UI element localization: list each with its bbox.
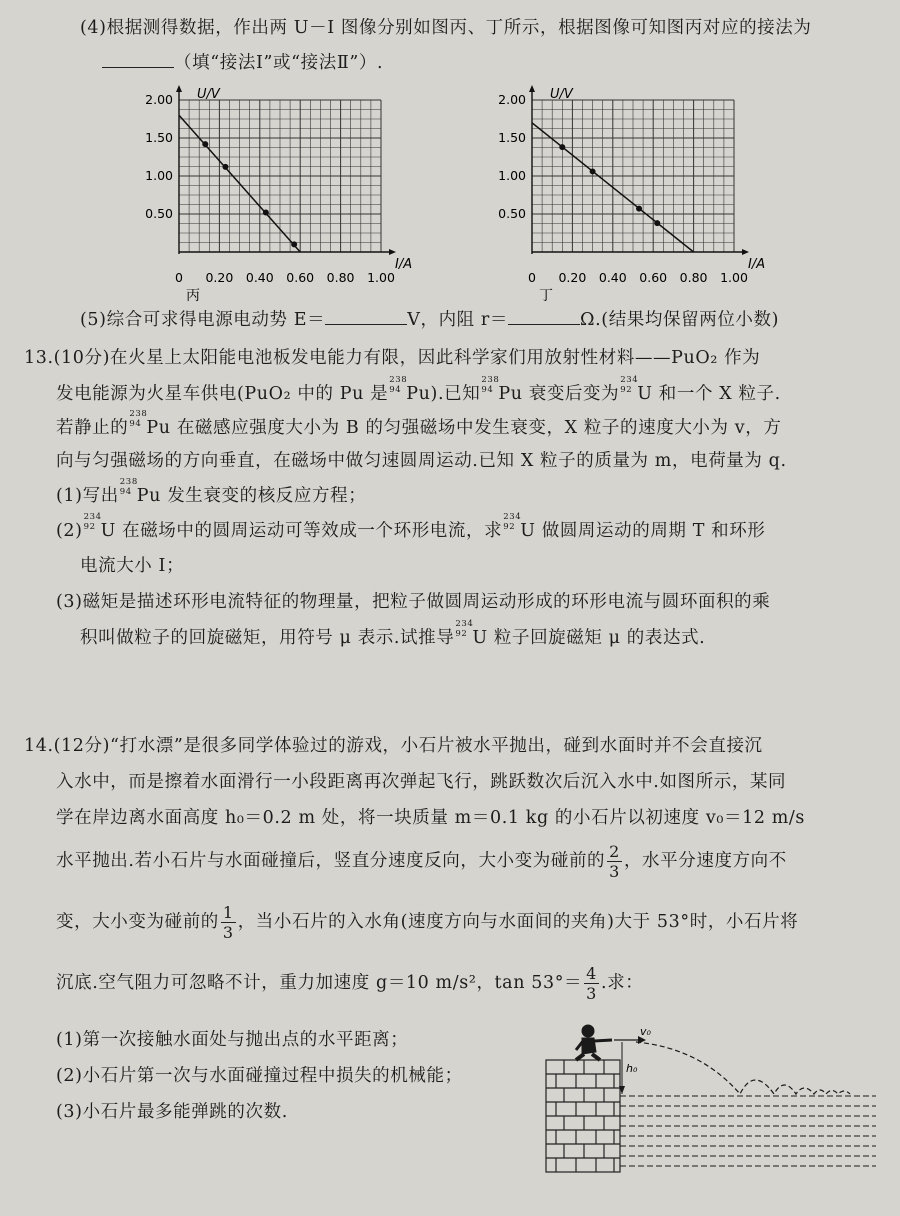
x-tick-label: 0.60	[639, 270, 668, 285]
q14-sub3: (3)小石片最多能弹跳的次数.	[56, 1102, 288, 1122]
fraction-one-third	[221, 903, 236, 942]
q14-text: ，当小石片的入水角(速度方向与水面间的夹角)大于 53°时，小石片将	[237, 912, 799, 932]
y-tick-label: 0.50	[498, 206, 526, 221]
q13-line4: 向与匀强磁场的方向垂直，在磁场中做匀速圆周运动.已知 X 粒子的质量为 m，电荷量为 q.	[56, 451, 787, 471]
x-tick-label: 0.40	[598, 270, 627, 285]
q14-text: 变，大小变为碰前的	[56, 912, 219, 932]
atomic-number: 92	[503, 522, 516, 532]
q14-line4	[56, 842, 787, 881]
fraction-two-thirds	[607, 842, 622, 881]
mass-number: 238	[119, 477, 138, 487]
x-tick-label: 1.00	[720, 270, 748, 285]
q13-text: U 粒子回旋磁矩 μ 的表达式.	[472, 628, 706, 648]
h0-label: h₀	[626, 1062, 638, 1075]
atomic-number: 94	[481, 385, 494, 395]
mass-number: 238	[129, 409, 148, 419]
stone-trajectory	[636, 1042, 850, 1094]
q12-part5-emf-label: (5)综合可求得电源电动势 E＝	[80, 310, 326, 330]
y-tick-label: 1.50	[145, 130, 173, 145]
q14-sub1: (1)第一次接触水面处与抛出点的水平距离；	[56, 1030, 409, 1050]
q13-text: 发电能源为火星车供电(PuO₂ 中的 Pu 是	[56, 384, 389, 404]
q14-text: ，水平分速度方向不	[623, 851, 787, 871]
q12-part4-line1: (4)根据测得数据，作出两 U－I 图像分别如图丙、丁所示，根据图像可知图丙对应的接法为	[80, 18, 812, 38]
mass-number: 234	[620, 375, 639, 385]
q13-part2	[56, 512, 766, 542]
q14-line5	[56, 903, 798, 942]
y-tick-label: 1.00	[498, 168, 526, 183]
x-axis-arrow-icon	[389, 249, 396, 255]
q13-text: 积叫做粒子的回旋磁矩，用符号 μ 表示.试推导	[80, 628, 455, 648]
q14-line6	[56, 964, 643, 1003]
data-point	[654, 220, 660, 226]
data-point	[559, 144, 565, 150]
x-tick-label: 0.80	[326, 270, 355, 285]
chart-bing	[115, 84, 415, 304]
water-surface	[620, 1096, 876, 1166]
atomic-number: 92	[620, 385, 633, 395]
emf-blank	[325, 324, 407, 325]
u-isotope	[502, 512, 522, 532]
denominator: 3	[222, 923, 234, 942]
mass-number: 234	[83, 512, 102, 522]
q13-text: Pu).已知	[406, 384, 481, 404]
q13-line1: 13.(10分)在火星上太阳能电池板发电能力有限，因此科学家们用放射性材料——PuO₂ 作为	[24, 348, 761, 368]
x-tick-label: 0	[528, 270, 536, 285]
atomic-number: 92	[455, 629, 468, 639]
answer-blank	[102, 67, 174, 68]
x-tick-label: 0.80	[679, 270, 708, 285]
chart-caption: 丁	[539, 288, 553, 304]
x-tick-label: 0	[175, 270, 183, 285]
atomic-number: 92	[83, 522, 96, 532]
q12-part4-line2	[102, 49, 383, 74]
x-tick-label: 1.00	[367, 270, 395, 285]
q13-text: U 和一个 X 粒子.	[637, 384, 781, 404]
y-tick-label: 1.00	[145, 168, 173, 183]
pu-isotope	[119, 477, 138, 497]
atomic-number: 94	[129, 419, 142, 429]
brick-wall	[546, 1060, 620, 1172]
y-axis-arrow-icon	[176, 85, 182, 92]
q13-text: (1)写出	[56, 486, 119, 506]
q13-part3: (3)磁矩是描述环形电流特征的物理量，把粒子做圆周运动形成的环形电流与圆环面积的乘	[56, 592, 771, 612]
denominator: 3	[609, 862, 620, 881]
data-point	[263, 209, 269, 215]
numerator: 2	[609, 842, 620, 861]
pu-isotope	[128, 409, 148, 429]
pu-isotope	[388, 375, 408, 395]
x-tick-label: 0.40	[245, 270, 274, 285]
mass-number: 238	[389, 375, 408, 385]
u-isotope	[83, 512, 102, 532]
y-axis-label: U/V	[197, 87, 220, 102]
mass-number: 234	[455, 619, 474, 629]
q13-text: Pu 衰变后变为	[498, 384, 620, 404]
x-axis-label: I/A	[748, 257, 766, 272]
q12-part5-r-label: V，内阻 r＝	[407, 310, 509, 330]
q14-line1: 14.(12分)“打水漂”是很多同学体验过的游戏，小石片被水平抛出，碰到水面时并不会直接沉	[24, 736, 763, 756]
q13-text: (2)	[56, 521, 83, 541]
q14-sub2: (2)小石片第一次与水面碰撞过程中损失的机械能；	[56, 1066, 463, 1086]
chart-ding	[468, 84, 768, 304]
x-tick-label: 0.20	[205, 270, 234, 285]
q13-text: Pu 在磁感应强度大小为 B 的匀强磁场中发生衰变，X 粒子的速度大小为 v，方	[146, 418, 782, 438]
person-icon	[576, 1025, 612, 1060]
v0-label: v₀	[640, 1025, 651, 1038]
q13-part3-cont	[80, 619, 706, 649]
q13-text: U 做圆周运动的周期 T 和环形	[520, 521, 766, 541]
numerator: 4	[586, 964, 597, 983]
y-tick-label: 2.00	[498, 92, 526, 107]
q13-text: Pu 发生衰变的核反应方程；	[136, 486, 367, 506]
numerator: 1	[222, 903, 234, 922]
y-axis-arrow-icon	[529, 85, 535, 92]
q14-text: 水平抛出.若小石片与水面碰撞后，竖直分速度反向，大小变为碰前的	[56, 851, 606, 871]
y-tick-label: 1.50	[498, 130, 526, 145]
mass-number: 234	[503, 512, 522, 522]
data-point	[636, 206, 642, 212]
data-point	[291, 241, 297, 247]
atomic-number: 94	[389, 385, 402, 395]
y-axis-label: U/V	[550, 87, 573, 102]
q13-line2	[56, 375, 781, 405]
data-point	[590, 168, 596, 174]
q13-part2-cont: 电流大小 I；	[80, 556, 185, 576]
q12-part5-note: Ω.(结果均保留两位小数)	[580, 310, 780, 330]
q13-line3	[56, 409, 782, 439]
resistance-blank	[508, 324, 580, 325]
x-tick-label: 0.20	[558, 270, 587, 285]
q14-text: 沉底.空气阻力可忽略不计，重力加速度 g＝10 m/s²，tan 53°＝	[56, 973, 583, 993]
u-isotope	[454, 619, 474, 639]
q13-text: 若静止的	[56, 418, 129, 438]
q14-line3: 学在岸边离水面高度 h₀＝0.2 m 处，将一块质量 m＝0.1 kg 的小石片以初速度 v₀＝12 m/s	[56, 808, 805, 828]
data-point	[222, 164, 228, 170]
atomic-number: 94	[119, 487, 132, 497]
stone-skipping-figure	[540, 1024, 880, 1174]
q13-text: U 在磁场中的圆周运动可等效成一个环形电流，求	[100, 521, 503, 541]
denominator: 3	[586, 984, 597, 1003]
y-tick-label: 2.00	[145, 92, 173, 107]
mass-number: 238	[481, 375, 500, 385]
y-tick-label: 0.50	[145, 206, 173, 221]
fraction-four-thirds	[584, 964, 599, 1003]
q14-text: .求：	[600, 973, 644, 993]
q13-part1	[56, 477, 367, 507]
chart-caption: 丙	[186, 288, 200, 304]
q14-line2: 入水中，而是擦着水面滑行一小段距离再次弹起飞行，跳跃数次后沉入水中.如图所示，某同	[56, 772, 787, 792]
data-point	[202, 141, 208, 147]
grid	[532, 100, 734, 252]
u-isotope	[619, 375, 639, 395]
pu-isotope	[480, 375, 500, 395]
x-axis-label: I/A	[395, 257, 413, 272]
x-axis-arrow-icon	[742, 249, 749, 255]
x-tick-label: 0.60	[286, 270, 315, 285]
q12-part4-hint: （填“接法Ⅰ”或“接法Ⅱ”）.	[174, 53, 384, 73]
q12-part5	[80, 306, 779, 331]
